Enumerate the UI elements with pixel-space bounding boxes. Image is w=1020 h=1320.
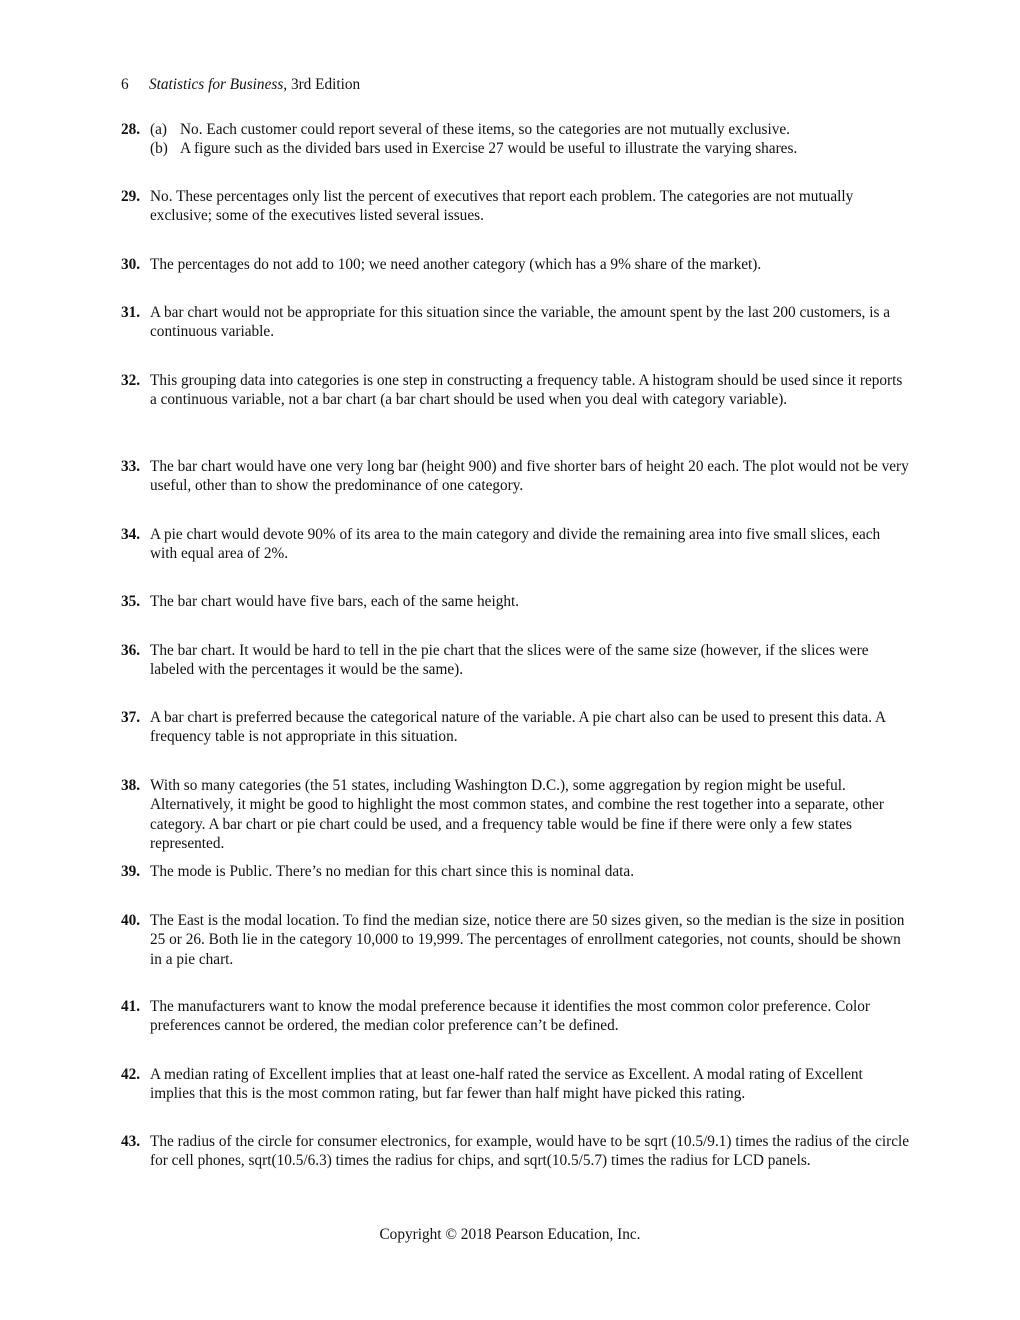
exercise-number: 36. — [121, 642, 141, 659]
exercise-number: 28. — [121, 121, 141, 138]
exercise-number: 43. — [121, 1133, 141, 1150]
exercise-number: 38. — [121, 777, 141, 794]
sub-text: No. Each customer could report several of these items, so the categories are not mutually exclusive. — [180, 121, 790, 138]
exercise-number: 34. — [121, 526, 141, 543]
sub-answer-b — [150, 139, 911, 158]
page-header — [121, 75, 360, 94]
exercise-number: 37. — [121, 709, 141, 726]
exercise-text: The East is the modal location. To find the median size, notice there are 50 sizes given, so the median is the size in position 25 or 26. Both lie in the category 10,000 to 19,999. The percentages of enrollment categories, not counts, should be shown in a pie chart. — [150, 912, 905, 968]
page-number: 6 — [121, 76, 129, 93]
exercise-number: 33. — [121, 458, 141, 475]
exercise-text: This grouping data into categories is one step in constructing a frequency table. A histogram should be used since it reports a continuous variable, not a bar chart (a bar chart should be used when you deal with category variable). — [150, 372, 903, 409]
exercise-32 — [121, 371, 911, 410]
exercise-number: 29. — [121, 188, 141, 205]
exercise-39 — [121, 862, 911, 881]
exercise-number: 41. — [121, 998, 141, 1015]
exercise-text: The radius of the circle for consumer electronics, for example, would have to be sqrt (10.5/9.1) times the radius of the circle for cell phones, sqrt(10.5/6.3) times the radius for chips, and sqrt(10.5/5.7) times the radius for LCD panels. — [150, 1133, 910, 1170]
exercise-number: 32. — [121, 372, 141, 389]
exercise-36 — [121, 641, 911, 680]
exercise-41 — [121, 997, 911, 1036]
sub-label: (b) — [150, 140, 168, 158]
exercise-number: 40. — [121, 912, 141, 929]
exercise-34 — [121, 525, 911, 564]
sub-label: (a) — [150, 121, 167, 138]
exercise-number: 35. — [121, 593, 141, 610]
sub-text: A figure such as the divided bars used in Exercise 27 would be useful to illustrate the varying shares. — [180, 140, 798, 158]
exercise-text: The percentages do not add to 100; we need another category (which has a 9% share of the market). — [150, 256, 762, 273]
exercise-42 — [121, 1065, 911, 1104]
exercise-text: A pie chart would devote 90% of its area to the main category and divide the remaining area into five small slices, each with equal area of 2%. — [150, 526, 881, 563]
exercise-31 — [121, 303, 911, 342]
exercise-text: The manufacturers want to know the modal preference because it identifies the most common color preference. Color preferences cannot be ordered, the median color preference can’t be defined. — [150, 998, 870, 1035]
exercise-text: No. These percentages only list the percent of executives that report each problem. The categories are not mutually exclusive; some of the executives listed several issues. — [150, 188, 854, 225]
exercise-text: The bar chart would have five bars, each of the same height. — [150, 593, 520, 610]
exercise-number: 31. — [121, 304, 141, 321]
exercise-43 — [121, 1132, 911, 1171]
exercise-text: The bar chart. It would be hard to tell in the pie chart that the slices were of the same size (however, if the slices were labeled with the percentages it would be the same). — [150, 642, 869, 679]
edition: 3rd Edition — [290, 76, 361, 93]
exercise-30 — [121, 255, 911, 274]
exercise-29 — [121, 187, 911, 226]
exercise-38 — [121, 776, 911, 853]
exercise-text: The mode is Public. There’s no median for this chart since this is nominal data. — [150, 863, 635, 880]
copyright-footer: Copyright © 2018 Pearson Education, Inc. — [379, 1226, 641, 1243]
exercise-text: A bar chart is preferred because the categorical nature of the variable. A pie chart also can be used to present this data. A frequency table is not appropriate in this situation. — [150, 709, 886, 746]
exercise-number: 42. — [121, 1066, 141, 1083]
exercise-text: With so many categories (the 51 states, including Washington D.C.), some aggregation by region might be useful. Alternatively, it might be good to highlight the most common states, and combine the rest together into a separate, other category. A bar chart or pie chart could be used, and a frequency table would be fine if there were only a few states represented. — [150, 777, 884, 852]
exercise-text: A median rating of Excellent implies that at least one-half rated the service as Excellent. A modal rating of Excellent implies that this is the most common rating, but far fewer than half might have picked this rating. — [150, 1066, 863, 1103]
exercise-text: The bar chart would have one very long bar (height 900) and five shorter bars of height 20 each. The plot would not be very useful, other than to show the predominance of one category. — [150, 458, 909, 495]
exercise-40 — [121, 911, 911, 969]
exercise-33 — [121, 457, 911, 496]
book-title: Statistics for Business, — [149, 76, 288, 93]
exercise-37 — [121, 708, 911, 747]
exercise-35 — [121, 592, 911, 611]
exercise-number: 30. — [121, 256, 141, 273]
exercise-number: 39. — [121, 863, 141, 880]
sub-answer-a — [150, 120, 911, 139]
exercise-text: A bar chart would not be appropriate for this situation since the variable, the amount spent by the last 200 customers, is a continuous variable. — [150, 304, 891, 341]
exercise-28 — [121, 120, 911, 159]
exercise-body — [150, 120, 911, 159]
